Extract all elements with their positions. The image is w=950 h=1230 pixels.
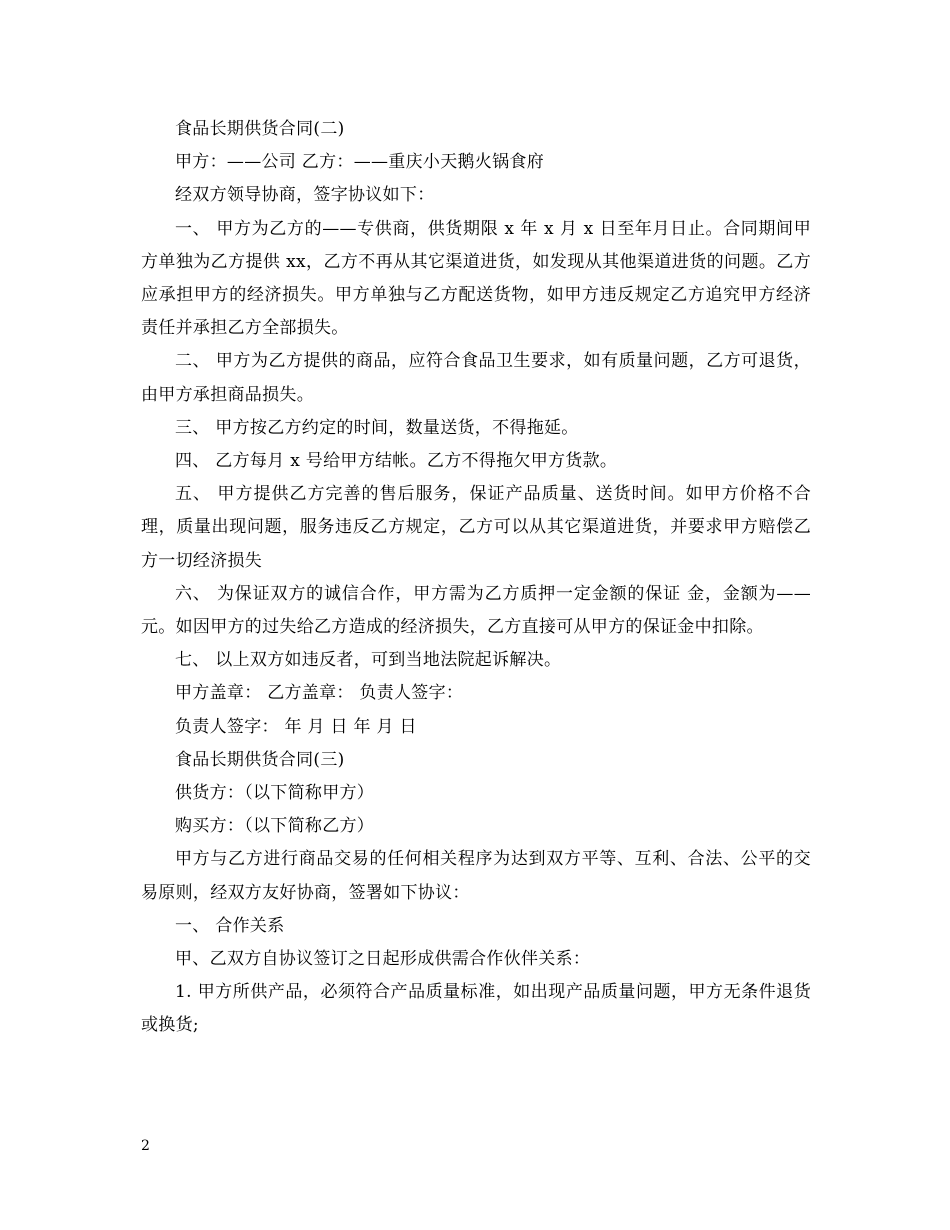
parties-line: 甲方：——公司 乙方：——重庆小天鹅火锅食府: [175, 152, 545, 173]
document-body: [141, 113, 811, 1043]
buyer-line: 购买方：（以下简称乙方）: [175, 816, 375, 837]
clause-paragraph: 一、 甲方为乙方的——专供商，供货期限 x 年 x 月 x 日至年月日止。合同期间甲方单独为乙方提供 xx，乙方不再从其它渠道进货，如发现从其他渠道进货的问题。乙方应承担甲方的经济损失。甲方单独与乙方配送货物，如甲方违反规定乙方追究甲方经济责任并承担乙方全部损失。: [141, 218, 811, 339]
list-item: 1. 甲方所供产品，必须符合产品质量标准，如出现产品质量问题，甲方无条件退货或换货;: [141, 982, 811, 1036]
clause-paragraph: 三、 甲方按乙方约定的时间，数量送货，不得拖延。: [175, 417, 579, 438]
clause-paragraph: 二、 甲方为乙方提供的商品，应符合食品卫生要求，如有质量问题，乙方可退货，由甲方承担商品损失。: [141, 351, 811, 405]
page-number: 2: [141, 1138, 150, 1154]
section-title: 食品长期供货合同(二): [175, 119, 345, 139]
section-title: 食品长期供货合同(三): [175, 749, 345, 770]
clause-paragraph: 五、 甲方提供乙方完善的售后服务，保证产品质量、送货时间。如甲方价格不合理，质量出现问题，服务违反乙方规定，乙方可以从其它渠道进货，并要求甲方赔偿乙方一切经济损失: [141, 484, 811, 571]
supplier-line: 供货方：（以下简称甲方）: [175, 783, 375, 804]
clause-paragraph: 六、 为保证双方的诚信合作，甲方需为乙方质押一定金额的保证 金，金额为——元。如因甲方的过失给乙方造成的经济损失，乙方直接可从甲方的保证金中扣除。: [141, 583, 811, 638]
date-line: 负责人签字： 年 月 日 年 月 日: [175, 716, 417, 737]
signature-line: 甲方盖章： 乙方盖章： 负责人签字：: [175, 683, 464, 704]
clause-paragraph: 四、 乙方每月 x 号给甲方结帐。乙方不得拖欠甲方货款。: [175, 451, 618, 472]
intro-paragraph: 甲方与乙方进行商品交易的任何相关程序为达到双方平等、互利、合法、公平的交易原则，经双方友好协商，签署如下协议：: [141, 849, 811, 903]
intro-paragraph: 经双方领导协商，签字协议如下：: [175, 185, 435, 206]
body-paragraph: 甲、乙双方自协议签订之日起形成供需合作伙伴关系：: [175, 949, 591, 970]
clause-paragraph: 七、 以上双方如违反者，可到当地法院起诉解决。: [175, 650, 562, 671]
section-heading: 一、 合作关系: [175, 915, 285, 936]
